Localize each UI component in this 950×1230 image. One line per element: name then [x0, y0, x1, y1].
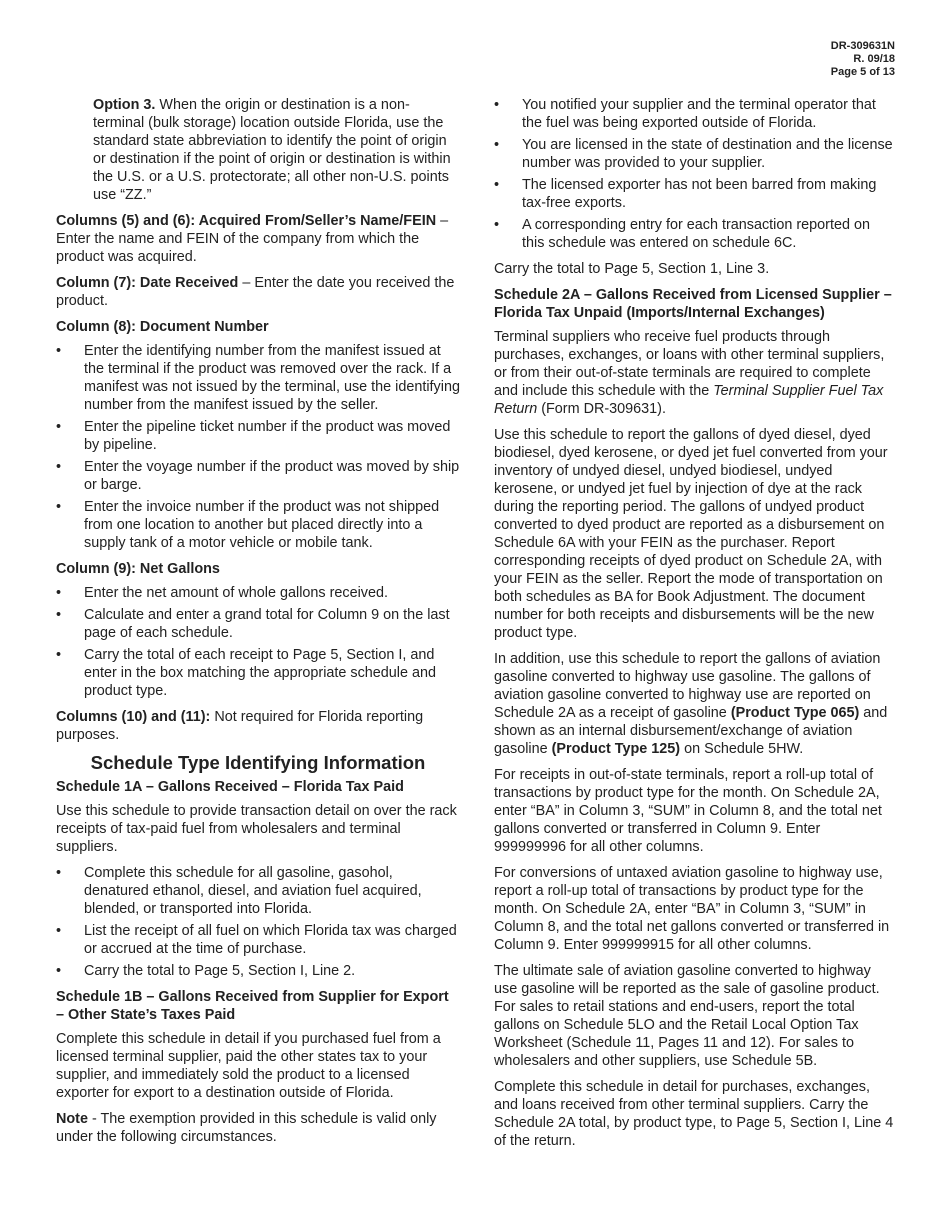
bullet: • — [56, 585, 62, 601]
list-item-text: You are licensed in the state of destination and the license number was provided to your supplier. — [522, 137, 893, 171]
option3-paragraph — [93, 96, 460, 204]
right-column — [494, 96, 896, 1158]
column-9-heading: Column (9): Net Gallons — [56, 561, 220, 577]
return-title: Terminal Supplier Fuel Tax Return — [494, 383, 884, 417]
form-revision: R. 09/18 — [853, 53, 895, 65]
list-item-text: Enter the pipeline ticket number if the product was moved by pipeline. — [84, 419, 451, 453]
note-paragraph — [56, 1110, 460, 1146]
columns-10-11-text: Not required for Florida reporting purposes. — [56, 709, 424, 743]
schedule-2a-paragraph-2: Use this schedule to report the gallons of dyed diesel, dyed biodiesel, dyed kerosene, or dyed jet fuel converted from your inventory of undyed diesel, undyed biodiesel, undyed kerosene, or undyed jet fuel by injection of dye at the rack during the reporting period. The gallons of undyed product converted to dyed product are reported as a disbursement on Schedule 6A with your FEIN as the purchaser. Report corresponding receipts of dyed product on Schedule 2A, with your FEIN as the seller. Report the mode of transportation on both schedules as BA for Book Adjustment. The document number for both receipts and disbursements will be the new product type. — [494, 427, 888, 641]
section-title: Schedule Type Identifying Information — [90, 752, 426, 773]
bullet: • — [56, 419, 62, 435]
list-item-text: Enter the invoice number if the product was not shipped from one location to another but placed directly into a supply tank of a motor vehicle or mobile tank. — [84, 499, 440, 551]
bullet: • — [56, 865, 62, 881]
column-7-paragraph — [56, 274, 460, 310]
list-item-text: Complete this schedule for all gasoline, gasohol, denatured ethanol, diesel, and aviation fuel acquired, blended, or transported into Florida. — [84, 865, 422, 917]
list-item — [56, 646, 460, 700]
list-item — [494, 136, 896, 172]
circumstances-list — [494, 96, 896, 252]
form-number: DR-309631N — [830, 40, 895, 52]
bullet: • — [494, 217, 500, 233]
column-7-label: Column (7): Date Received — [56, 275, 239, 291]
product-type-125: (Product Type 125) — [551, 741, 681, 757]
paragraph-text: (Form DR-309631). — [537, 401, 666, 417]
paragraph-text: on Schedule 5HW. — [680, 741, 804, 757]
schedule-2a-heading: Schedule 2A – Gallons Received from Licensed Supplier – Florida Tax Unpaid (Imports/Internal Exchanges) — [494, 287, 892, 321]
list-item-text: Carry the total to Page 5, Section I, Line 2. — [84, 963, 356, 979]
column-7-text: – Enter the date you received the product. — [56, 275, 455, 309]
columns-10-11-label: Columns (10) and (11): — [56, 709, 211, 725]
list-item-text: Enter the net amount of whole gallons received. — [84, 585, 388, 601]
list-item-text: You notified your supplier and the terminal operator that the fuel was being exported outside of Florida. — [522, 97, 876, 131]
list-item — [56, 922, 460, 958]
columns-5-6-label: Columns (5) and (6): Acquired From/Seller’s Name/FEIN — [56, 213, 437, 229]
list-item — [494, 216, 896, 252]
bullet: • — [494, 97, 500, 113]
bullet: • — [56, 923, 62, 939]
note-text: - The exemption provided in this schedule is valid only under the following circumstances. — [56, 1111, 437, 1145]
left-column — [56, 96, 460, 1154]
column-8-list — [56, 342, 460, 552]
bullet: • — [56, 647, 62, 663]
list-item — [56, 418, 460, 454]
option3-label: Option 3. — [93, 97, 156, 113]
schedule-2a-paragraph-3 — [494, 650, 896, 758]
paragraph-text: and shown as an internal disbursement/exchange of aviation gasoline — [494, 705, 888, 757]
list-item — [494, 176, 896, 212]
list-item — [56, 606, 460, 642]
list-item — [56, 584, 460, 602]
schedule-1a-text: Use this schedule to provide transaction detail on over the rack receipts of tax-paid fuel from wholesalers and terminal suppliers. — [56, 803, 457, 855]
bullet: • — [494, 177, 500, 193]
list-item-text: A corresponding entry for each transaction reported on this schedule was entered on schedule 6C. — [522, 217, 870, 251]
list-item — [494, 96, 896, 132]
column-8-heading: Column (8): Document Number — [56, 319, 269, 335]
list-item-text: The licensed exporter has not been barred from making tax-free exports. — [522, 177, 877, 211]
form-header — [831, 40, 895, 79]
schedule-1a-heading: Schedule 1A – Gallons Received – Florida Tax Paid — [56, 779, 404, 795]
list-item-text: Carry the total of each receipt to Page 5, Section I, and enter in the box matching the appropriate schedule and product type. — [84, 647, 437, 699]
column-9-list — [56, 584, 460, 700]
schedule-2a-paragraph-6: The ultimate sale of aviation gasoline converted to highway use gasoline will be reported as the sale of gasoline product. For sales to retail stations and end-users, report the total gallons on Schedule 5LO and the Retail Local Option Tax Worksheet (Schedule 11, Pages 11 and 12). For sales to wholesalers and other suppliers, use Schedule 5B. — [494, 963, 880, 1069]
carry-total-text: Carry the total to Page 5, Section 1, Line 3. — [494, 261, 770, 277]
list-item-text: Enter the identifying number from the manifest issued at the terminal if the product was removed over the rack. If a manifest was not issued by the terminal, use the identifying number from the manifest issued by the seller. — [84, 343, 460, 413]
page-number: Page 5 of 13 — [830, 66, 895, 78]
option3-text: When the origin or destination is a non-terminal (bulk storage) location outside Florida, use the standard state abbreviation to identify the point of origin or destination if the point of origin or destination is within the U.S. or a U.S. protectorate; all other non-U.S. points use “ZZ.” — [93, 97, 451, 203]
list-item — [56, 962, 460, 980]
product-type-065: (Product Type 065) — [730, 705, 860, 721]
schedule-2a-paragraph-7: Complete this schedule in detail for purchases, exchanges, and loans received from other terminal suppliers. Carry the Schedule 2A total, by product type, to Page 5, Section I, Line 4 of the return. — [494, 1079, 894, 1149]
schedule-1b-heading: Schedule 1B – Gallons Received from Supplier for Export – Other State’s Taxes Paid — [56, 989, 449, 1023]
note-label: Note — [56, 1111, 88, 1127]
columns-5-6-paragraph — [56, 212, 460, 266]
bullet: • — [56, 499, 62, 515]
list-item-text: Calculate and enter a grand total for Column 9 on the last page of each schedule. — [84, 607, 450, 641]
bullet: • — [494, 137, 500, 153]
bullet: • — [56, 607, 62, 623]
schedule-1a-list — [56, 864, 460, 980]
list-item-text: Enter the voyage number if the product was moved by ship or barge. — [84, 459, 460, 493]
bullet: • — [56, 459, 62, 475]
paragraph-text: In addition, use this schedule to report the gallons of aviation gasoline converted to highway use gasoline. The gallons of aviation gasoline converted to highway use are reported on Schedule 2A as a receipt of gasoline — [494, 651, 881, 721]
bullet: • — [56, 343, 62, 359]
columns-5-6-text: – Enter the name and FEIN of the company from which the product was acquired. — [56, 213, 449, 265]
schedule-2a-paragraph-1 — [494, 328, 896, 418]
schedule-1b-text: Complete this schedule in detail if you purchased fuel from a licensed terminal supplier, paid the other states tax to your supplier, and immediately sold the product to a licensed exporter for export to a destination outside of Florida. — [56, 1031, 441, 1101]
list-item — [56, 342, 460, 414]
list-item — [56, 458, 460, 494]
bullet: • — [56, 963, 62, 979]
schedule-2a-paragraph-4: For receipts in out-of-state terminals, report a roll-up total of transactions by product type for the month. On Schedule 2A, enter “BA” in Column 3, “SUM” in Column 8, and the total net gallons converted or transferred in Column 9. Enter 999999996 for all other columns. — [494, 767, 882, 855]
columns-10-11-paragraph — [56, 708, 460, 744]
list-item-text: List the receipt of all fuel on which Florida tax was charged or accrued at the time of purchase. — [84, 923, 457, 957]
paragraph-text: Terminal suppliers who receive fuel products through purchases, exchanges, or loans with other terminal suppliers, or from their out-of-state terminals are required to complete and include this schedule with the — [494, 329, 885, 399]
list-item — [56, 498, 460, 552]
list-item — [56, 864, 460, 918]
schedule-2a-paragraph-5: For conversions of untaxed aviation gasoline to highway use, report a roll-up total of transactions by product type for the month. On Schedule 2A, enter “BA” in Column 3, “SUM” in Column 8, and the total net gallons converted or transferred in Column 9. Enter 999999915 for all other columns. — [494, 865, 890, 953]
